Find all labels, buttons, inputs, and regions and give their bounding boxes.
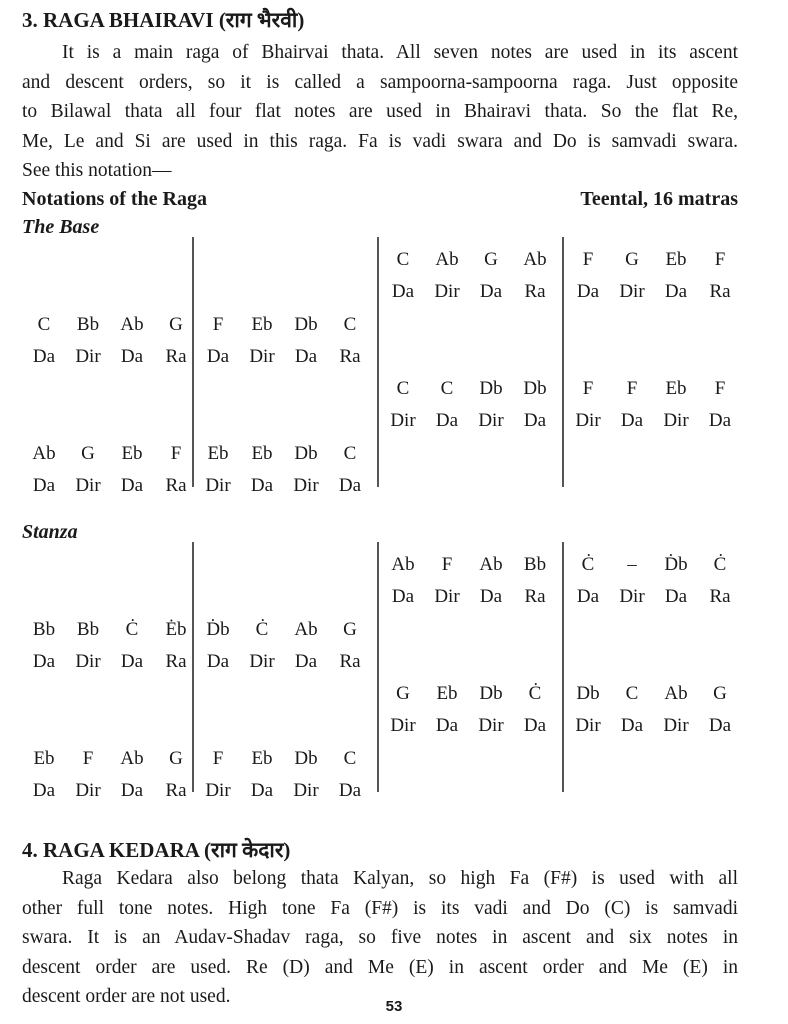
bol-cell: Dir — [663, 410, 689, 431]
note-cell: Db — [576, 683, 600, 704]
bol-cell: Ra — [165, 345, 187, 367]
bol-cell: Dir — [478, 715, 504, 736]
paragraph-line — [22, 38, 738, 68]
stanza-heading: Stanza — [22, 521, 78, 543]
bol-cell: Dir — [390, 715, 416, 736]
bol-cell: Da — [479, 586, 503, 607]
base-heading: The Base — [22, 216, 100, 238]
note-cell: Bb — [76, 313, 100, 335]
bol-cell: Ra — [709, 586, 731, 607]
bol-cell: Ra — [709, 281, 731, 302]
bol-cell: Dir — [619, 586, 645, 607]
note-cell: Db — [523, 378, 547, 399]
section-4-paragraph — [22, 864, 738, 1012]
bol-cell: Da — [32, 650, 56, 672]
page-number: 53 — [385, 998, 403, 1015]
bol-cell: Dir — [75, 650, 101, 672]
bol-cell: Dir — [205, 474, 231, 496]
bol-cell: Ra — [524, 586, 546, 607]
note-cell: G — [713, 683, 727, 704]
note-cell: C — [343, 747, 357, 769]
note-cell: Eb — [33, 747, 55, 769]
note-cell: C — [440, 378, 454, 399]
note-cell: Ab — [120, 747, 144, 769]
paragraph-line-text: Raga Kedara also belong thata Kalyan, so high Fa (F#) is used with all — [62, 868, 738, 889]
note-cell: Ab — [523, 249, 547, 270]
vibhag-divider-line — [562, 237, 564, 487]
bol-cell: Dir — [575, 715, 601, 736]
note-cell: Ab — [664, 683, 688, 704]
note-cell: G — [343, 618, 357, 640]
note-cell: C — [343, 442, 357, 464]
note-cell: G — [169, 313, 183, 335]
bol-cell: Da — [32, 779, 56, 801]
bol-cell: Da — [120, 474, 144, 496]
note-cell: F — [82, 747, 94, 769]
note-cell: Eb — [665, 249, 687, 270]
bol-cell: Dir — [249, 650, 275, 672]
bol-cell: Da — [576, 586, 600, 607]
paragraph-line: See this notation— — [22, 160, 172, 181]
section-3-paragraph — [22, 38, 738, 186]
bol-cell: Da — [523, 715, 547, 736]
note-cell: Ḋb — [206, 618, 230, 640]
bol-cell: Da — [294, 650, 318, 672]
bol-cell: Da — [479, 281, 503, 302]
bol-cell: Da — [120, 345, 144, 367]
paragraph-line: descent order are used. Re (D) and Me (E) in ascent order and Me (E) in — [22, 956, 738, 978]
section-3-title: 3. RAGA BHAIRAVI (राग भैरवी) — [22, 8, 305, 32]
note-cell: F — [212, 747, 224, 769]
vibhag-divider-line — [192, 542, 194, 792]
bol-cell: Da — [120, 650, 144, 672]
note-cell: Ab — [391, 554, 415, 575]
taal-label: Teental, 16 matras — [580, 188, 738, 210]
bol-cell: Da — [32, 345, 56, 367]
note-cell: Ėb — [165, 618, 187, 640]
note-cell: Bb — [76, 618, 100, 640]
note-cell: Ab — [120, 313, 144, 335]
note-cell: Db — [294, 313, 318, 335]
bol-cell: Da — [664, 281, 688, 302]
note-cell: Ċ — [713, 554, 727, 575]
bol-cell: Dir — [293, 779, 319, 801]
bol-cell: Da — [391, 281, 415, 302]
note-cell: – — [627, 554, 637, 575]
bol-cell: Da — [620, 410, 644, 431]
bol-cell: Da — [206, 345, 230, 367]
note-cell: F — [626, 378, 638, 399]
note-cell: F — [170, 442, 182, 464]
note-cell: C — [625, 683, 639, 704]
note-cell: Ċ — [581, 554, 595, 575]
bol-cell: Dir — [575, 410, 601, 431]
note-cell: Eb — [251, 442, 273, 464]
note-cell: G — [396, 683, 410, 704]
paragraph-line: descent order are not used. — [22, 986, 231, 1007]
bol-cell: Ra — [524, 281, 546, 302]
bol-cell: Dir — [390, 410, 416, 431]
note-cell: Db — [294, 442, 318, 464]
bol-cell: Dir — [293, 474, 319, 496]
bol-cell: Dir — [434, 586, 460, 607]
bol-cell: Da — [120, 779, 144, 801]
note-cell: Bb — [32, 618, 56, 640]
bol-cell: Da — [391, 586, 415, 607]
note-cell: Ċ — [125, 618, 139, 640]
note-cell: Eb — [251, 747, 273, 769]
note-cell: Eb — [436, 683, 458, 704]
paragraph-line: to Bilawal thata all four flat notes are used in Bhairavi thata. So the flat Re, — [22, 101, 738, 122]
bol-cell: Da — [435, 715, 459, 736]
note-cell: Ċ — [528, 683, 542, 704]
bol-cell: Dir — [478, 410, 504, 431]
note-cell: Db — [479, 378, 503, 399]
bol-cell: Ra — [165, 779, 187, 801]
note-cell: F — [582, 378, 594, 399]
note-cell: Eb — [121, 442, 143, 464]
vibhag-divider-line — [562, 542, 564, 792]
bol-cell: Dir — [619, 281, 645, 302]
note-cell: F — [714, 249, 726, 270]
bol-cell: Da — [32, 474, 56, 496]
note-cell: Eb — [251, 313, 273, 335]
note-cell: F — [441, 554, 453, 575]
note-cell: F — [714, 378, 726, 399]
paragraph-line-text: It is a main raga of Bhairvai thata. All seven notes are used in its ascent — [62, 42, 738, 63]
vibhag-divider-line — [377, 542, 379, 792]
note-cell: Ab — [435, 249, 459, 270]
note-cell: F — [582, 249, 594, 270]
bol-cell: Da — [620, 715, 644, 736]
bol-cell: Da — [523, 410, 547, 431]
note-cell: F — [212, 313, 224, 335]
bol-cell: Da — [338, 779, 362, 801]
bol-cell: Da — [708, 715, 732, 736]
note-cell: Ab — [294, 618, 318, 640]
note-cell: Ab — [32, 442, 56, 464]
bol-cell: Da — [206, 650, 230, 672]
bol-cell: Dir — [75, 345, 101, 367]
note-cell: Db — [294, 747, 318, 769]
bol-cell: Ra — [339, 345, 361, 367]
bol-cell: Da — [338, 474, 362, 496]
note-cell: Db — [479, 683, 503, 704]
bol-cell: Da — [664, 586, 688, 607]
section-4-title: 4. RAGA KEDARA (राग केदार) — [22, 838, 291, 862]
bol-cell: Dir — [663, 715, 689, 736]
note-cell: G — [169, 747, 183, 769]
bol-cell: Ra — [165, 474, 187, 496]
note-cell: Ċ — [255, 618, 269, 640]
bol-cell: Da — [250, 474, 274, 496]
note-cell: Bb — [523, 554, 547, 575]
bol-cell: Dir — [434, 281, 460, 302]
bol-cell: Da — [708, 410, 732, 431]
paragraph-line: swara. It is an Audav-Shadav raga, so five notes in ascent and six notes in — [22, 927, 738, 948]
bol-cell: Dir — [75, 779, 101, 801]
bol-cell: Da — [435, 410, 459, 431]
bol-cell: Da — [250, 779, 274, 801]
bol-cell: Da — [576, 281, 600, 302]
bol-cell: Dir — [75, 474, 101, 496]
note-cell: Eb — [207, 442, 229, 464]
paragraph-line: other full tone notes. High tone Fa (F#) is its vadi and Do (C) is samvadi — [22, 897, 738, 919]
vibhag-divider-line — [377, 237, 379, 487]
note-cell: G — [484, 249, 498, 270]
bol-cell: Dir — [205, 779, 231, 801]
bol-cell: Dir — [249, 345, 275, 367]
note-cell: C — [37, 313, 51, 335]
bol-cell: Da — [294, 345, 318, 367]
note-cell: C — [343, 313, 357, 335]
bol-cell: Ra — [165, 650, 187, 672]
note-cell: Eb — [665, 378, 687, 399]
note-cell: C — [396, 378, 410, 399]
note-cell: Ab — [479, 554, 503, 575]
paragraph-line — [22, 864, 738, 894]
note-cell: G — [625, 249, 639, 270]
note-cell: G — [81, 442, 95, 464]
vibhag-divider-line — [192, 237, 194, 487]
note-cell: C — [396, 249, 410, 270]
paragraph-line: and descent orders, so it is called a sampoorna-sampoorna raga. Just opposite — [22, 71, 738, 93]
notations-heading: Notations of the Raga — [22, 188, 207, 210]
bol-cell: Ra — [339, 650, 361, 672]
note-cell: Ḋb — [664, 554, 688, 575]
paragraph-line: Me, Le and Si are used in this raga. Fa is vadi swara and Do is samvadi swara. — [22, 130, 738, 152]
